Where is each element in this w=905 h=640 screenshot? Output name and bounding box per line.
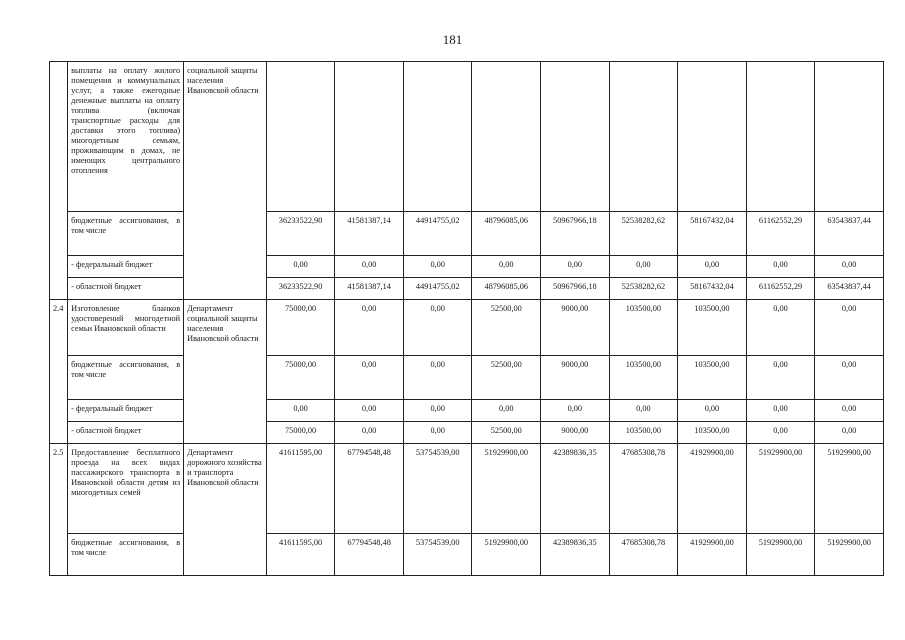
value-cell: 0,00 [609,256,678,278]
value-cell: 42389836,35 [541,534,610,576]
value-cell: 41929900,00 [678,444,747,534]
value-cell: 0,00 [403,300,472,356]
value-cell [609,62,678,212]
table-row [50,534,884,576]
value-cell: 75000,00 [266,422,335,444]
value-cell [403,62,472,212]
value-cell: 103500,00 [609,422,678,444]
value-cell: 0,00 [678,400,747,422]
value-cell: 36233522,90 [266,278,335,300]
table-row [50,256,884,278]
row-department: социальной защиты населения Ивановской области [184,62,267,300]
value-cell: 0,00 [678,256,747,278]
value-cell: 9000,00 [541,300,610,356]
row-description: бюджетные ассигнования, в том числе [68,534,184,576]
value-cell: 75000,00 [266,300,335,356]
value-cell [335,62,404,212]
row-index: 2.5 [50,444,68,576]
value-cell: 0,00 [541,256,610,278]
row-description: - областной бюджет [68,278,184,300]
value-cell: 103500,00 [609,300,678,356]
value-cell: 53754539,00 [403,534,472,576]
value-cell: 0,00 [335,300,404,356]
value-cell: 0,00 [266,400,335,422]
value-cell: 63543837,44 [815,212,884,256]
value-cell: 42389836,35 [541,444,610,534]
value-cell: 0,00 [815,400,884,422]
value-cell: 51929900,00 [746,534,815,576]
value-cell: 52538282,62 [609,278,678,300]
value-cell: 67794548,48 [335,534,404,576]
value-cell: 0,00 [746,300,815,356]
budget-table [49,61,884,576]
value-cell: 52500,00 [472,422,541,444]
value-cell: 58167432,04 [678,212,747,256]
value-cell: 53754539,00 [403,444,472,534]
value-cell: 0,00 [815,356,884,400]
value-cell [815,62,884,212]
value-cell: 52538282,62 [609,212,678,256]
value-cell: 51929900,00 [472,444,541,534]
row-description: бюджетные ассигнования, в том числе [68,212,184,256]
value-cell: 50967966,18 [541,278,610,300]
value-cell: 0,00 [815,256,884,278]
value-cell: 0,00 [746,356,815,400]
value-cell [472,62,541,212]
value-cell: 48796085,06 [472,212,541,256]
value-cell [541,62,610,212]
value-cell: 44914755,02 [403,278,472,300]
row-description: выплаты на оплату жилого помещения и коммунальных услуг, а также ежегодные денежные выплаты на оплату топлива (включая транспортные расходы для доставки этого топлива) многодетным семьям, проживающим в домах, не имеющих центрального отопления [68,62,184,212]
value-cell: 75000,00 [266,356,335,400]
value-cell: 0,00 [746,422,815,444]
value-cell: 103500,00 [609,356,678,400]
value-cell: 51929900,00 [815,444,884,534]
value-cell: 0,00 [746,256,815,278]
value-cell: 67794548,48 [335,444,404,534]
value-cell: 52500,00 [472,356,541,400]
value-cell: 47685308,78 [609,534,678,576]
row-index: 2.4 [50,300,68,444]
value-cell: 36233522,90 [266,212,335,256]
value-cell: 50967966,18 [541,212,610,256]
table-row [50,278,884,300]
value-cell: 41611595,00 [266,444,335,534]
row-index [50,62,68,300]
value-cell: 0,00 [609,400,678,422]
value-cell: 51929900,00 [746,444,815,534]
value-cell: 9000,00 [541,356,610,400]
value-cell: 63543837,44 [815,278,884,300]
value-cell: 0,00 [403,422,472,444]
table-row [50,444,884,534]
value-cell: 61162552,29 [746,278,815,300]
value-cell: 51929900,00 [815,534,884,576]
table-row [50,300,884,356]
value-cell: 47685308,78 [609,444,678,534]
row-description: - федеральный бюджет [68,400,184,422]
value-cell: 0,00 [541,400,610,422]
value-cell: 48796085,06 [472,278,541,300]
value-cell: 41581387,14 [335,212,404,256]
table-row [50,422,884,444]
page-number: 181 [442,32,463,47]
table-row [50,212,884,256]
value-cell: 0,00 [403,256,472,278]
value-cell: 0,00 [815,422,884,444]
value-cell: 61162552,29 [746,212,815,256]
table-row [50,400,884,422]
value-cell [678,62,747,212]
value-cell: 0,00 [815,300,884,356]
value-cell: 41611595,00 [266,534,335,576]
row-description: бюджетные ассигнования, в том числе [68,356,184,400]
value-cell: 103500,00 [678,422,747,444]
value-cell: 9000,00 [541,422,610,444]
value-cell: 0,00 [335,356,404,400]
value-cell: 0,00 [403,356,472,400]
value-cell: 0,00 [746,400,815,422]
table-row [50,356,884,400]
value-cell: 103500,00 [678,300,747,356]
value-cell: 0,00 [403,400,472,422]
value-cell [746,62,815,212]
value-cell: 41929900,00 [678,534,747,576]
value-cell: 0,00 [472,256,541,278]
value-cell [266,62,335,212]
row-description: - областной бюджет [68,422,184,444]
value-cell: 44914755,02 [403,212,472,256]
row-department: Департамент социальной защиты населения Ивановской области [184,300,267,444]
value-cell: 0,00 [335,400,404,422]
table-row [50,62,884,212]
value-cell: 51929900,00 [472,534,541,576]
row-department: Департамент дорожного хозяйства и транспорта Ивановской области [184,444,267,576]
value-cell: 0,00 [335,256,404,278]
row-description: Предоставление бесплатного проезда на всех видах пассажирского транспорта в Ивановской области детям из многодетных семей [68,444,184,534]
row-description: Изготовление бланков удостоверений многодетной семьи Ивановской области [68,300,184,356]
value-cell: 0,00 [335,422,404,444]
value-cell: 41581387,14 [335,278,404,300]
value-cell: 0,00 [266,256,335,278]
row-description: - федеральный бюджет [68,256,184,278]
value-cell: 0,00 [472,400,541,422]
value-cell: 58167432,04 [678,278,747,300]
value-cell: 103500,00 [678,356,747,400]
value-cell: 52500,00 [472,300,541,356]
